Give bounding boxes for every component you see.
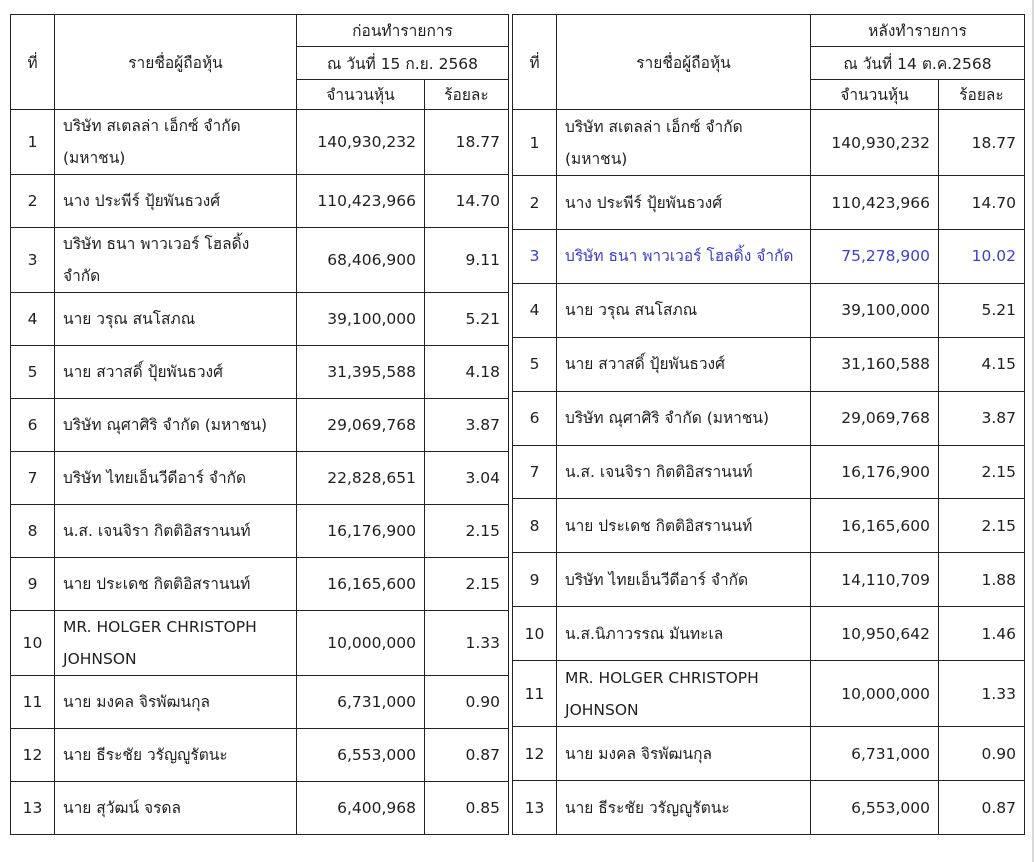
header-shares: จำนวนหุ้น	[297, 80, 425, 110]
shareholder-name: นาง ประพีร์ ปุ้ยพันธวงศ์	[557, 176, 811, 230]
row-number: 6	[11, 399, 55, 452]
share-count: 29,069,768	[297, 399, 425, 452]
share-count: 39,100,000	[811, 283, 939, 337]
row-number: 9	[513, 553, 557, 607]
row-number: 2	[513, 176, 557, 230]
share-count: 6,400,968	[297, 782, 425, 835]
table-row	[11, 611, 509, 676]
header-no: ที่	[513, 15, 557, 110]
share-percent: 0.90	[939, 727, 1025, 781]
row-number: 11	[11, 676, 55, 729]
table-row	[11, 228, 509, 293]
header-percent: ร้อยละ	[425, 80, 509, 110]
table-row	[11, 399, 509, 452]
share-percent: 2.15	[425, 505, 509, 558]
after-date: ณ วันที่ 14 ต.ค.2568	[811, 47, 1025, 80]
share-percent: 2.15	[939, 499, 1025, 553]
header-no: ที่	[11, 15, 55, 110]
shareholder-name: นาย มงคล จิรพัฒนกุล	[55, 676, 297, 729]
share-percent: 4.18	[425, 346, 509, 399]
table-row	[11, 346, 509, 399]
share-percent: 1.33	[939, 661, 1025, 727]
share-count: 10,000,000	[297, 611, 425, 676]
table-row	[513, 727, 1025, 781]
table-row	[11, 175, 509, 228]
after-rows	[513, 110, 1025, 835]
share-count: 10,950,642	[811, 607, 939, 661]
header-percent: ร้อยละ	[939, 80, 1025, 110]
shareholder-name: บริษัท ไทยเอ็นวีดีอาร์ จำกัด	[557, 553, 811, 607]
share-count: 140,930,232	[297, 110, 425, 175]
share-count: 31,395,588	[297, 346, 425, 399]
share-count: 16,165,600	[297, 558, 425, 611]
row-number: 5	[11, 346, 55, 399]
share-count: 6,731,000	[297, 676, 425, 729]
share-count: 75,278,900	[811, 229, 939, 283]
table-row	[513, 499, 1025, 553]
share-percent: 14.70	[425, 175, 509, 228]
shareholder-name: บริษัท สเตลล่า เอ็กซ์ จำกัด (มหาชน)	[55, 110, 297, 175]
share-count: 22,828,651	[297, 452, 425, 505]
after-title: หลังทำรายการ	[811, 15, 1025, 47]
share-count: 6,553,000	[811, 781, 939, 835]
shareholder-name: บริษัท ธนา พาวเวอร์ โฮลดิ้ง จำกัด	[557, 229, 811, 283]
share-count: 68,406,900	[297, 228, 425, 293]
row-number: 7	[513, 445, 557, 499]
share-count: 10,000,000	[811, 661, 939, 727]
table-row	[513, 337, 1025, 391]
table-row	[11, 558, 509, 611]
share-count: 110,423,966	[811, 176, 939, 230]
table-row	[513, 176, 1025, 230]
row-number: 9	[11, 558, 55, 611]
row-number: 4	[513, 283, 557, 337]
share-count: 16,176,900	[297, 505, 425, 558]
row-number: 10	[11, 611, 55, 676]
share-percent: 9.11	[425, 228, 509, 293]
table-row	[11, 676, 509, 729]
before-rows	[11, 110, 509, 835]
shareholder-name: นาย ประเดช กิตติอิสรานนท์	[55, 558, 297, 611]
row-number: 1	[513, 110, 557, 176]
share-percent: 2.15	[939, 445, 1025, 499]
row-number: 3	[513, 229, 557, 283]
share-percent: 3.04	[425, 452, 509, 505]
shareholder-name: นาย วรุณ สนโสภณ	[557, 283, 811, 337]
shareholder-name: นาย สวาสดิ์ ปุ้ยพันธวงศ์	[557, 337, 811, 391]
row-number: 3	[11, 228, 55, 293]
share-percent: 4.15	[939, 337, 1025, 391]
share-percent: 5.21	[939, 283, 1025, 337]
share-percent: 14.70	[939, 176, 1025, 230]
shareholder-name: นาง ประพีร์ ปุ้ยพันธวงศ์	[55, 175, 297, 228]
shareholder-name: MR. HOLGER CHRISTOPH JOHNSON	[557, 661, 811, 727]
row-number: 7	[11, 452, 55, 505]
share-percent: 18.77	[425, 110, 509, 175]
table-row	[513, 781, 1025, 835]
share-count: 16,176,900	[811, 445, 939, 499]
table-row	[513, 607, 1025, 661]
share-count: 16,165,600	[811, 499, 939, 553]
share-percent: 1.88	[939, 553, 1025, 607]
share-percent: 5.21	[425, 293, 509, 346]
share-percent: 0.90	[425, 676, 509, 729]
row-number: 13	[513, 781, 557, 835]
share-count: 110,423,966	[297, 175, 425, 228]
share-count: 14,110,709	[811, 553, 939, 607]
share-percent: 10.02	[939, 229, 1025, 283]
shareholder-name: นาย ประเดช กิตติอิสรานนท์	[557, 499, 811, 553]
share-count: 31,160,588	[811, 337, 939, 391]
row-number: 2	[11, 175, 55, 228]
shareholder-name: น.ส.นิภาวรรณ มันทะเล	[557, 607, 811, 661]
before-date: ณ วันที่ 15 ก.ย. 2568	[297, 47, 509, 80]
row-number: 8	[513, 499, 557, 553]
table-row	[513, 283, 1025, 337]
share-percent: 0.87	[939, 781, 1025, 835]
shareholder-name: บริษัท ธนา พาวเวอร์ โฮลดิ้ง จำกัด	[55, 228, 297, 293]
shareholder-name: นาย สวาสดิ์ ปุ้ยพันธวงศ์	[55, 346, 297, 399]
table-row	[513, 553, 1025, 607]
shareholder-name: นาย ธีระชัย วรัญญูรัตนะ	[557, 781, 811, 835]
table-row	[513, 110, 1025, 176]
shareholder-name: นาย วรุณ สนโสภณ	[55, 293, 297, 346]
row-number: 12	[11, 729, 55, 782]
shareholder-name: MR. HOLGER CHRISTOPH JOHNSON	[55, 611, 297, 676]
share-count: 6,731,000	[811, 727, 939, 781]
table-row	[11, 729, 509, 782]
share-percent: 2.15	[425, 558, 509, 611]
row-number: 8	[11, 505, 55, 558]
share-percent: 0.87	[425, 729, 509, 782]
shareholder-name: บริษัท ไทยเอ็นวีดีอาร์ จำกัด	[55, 452, 297, 505]
row-number: 10	[513, 607, 557, 661]
share-count: 39,100,000	[297, 293, 425, 346]
table-row	[513, 229, 1025, 283]
shareholder-name: นาย มงคล จิรพัฒนกุล	[557, 727, 811, 781]
shareholder-name: บริษัท ณุศาศิริ จำกัด (มหาชน)	[55, 399, 297, 452]
row-number: 4	[11, 293, 55, 346]
share-percent: 1.46	[939, 607, 1025, 661]
table-row	[11, 293, 509, 346]
row-number: 6	[513, 391, 557, 445]
header-name: รายชื่อผู้ถือหุ้น	[55, 15, 297, 110]
header-shares: จำนวนหุ้น	[811, 80, 939, 110]
table-row	[11, 452, 509, 505]
shareholder-name: บริษัท สเตลล่า เอ็กซ์ จำกัด (มหาชน)	[557, 110, 811, 176]
shareholder-name: น.ส. เจนจิรา กิตติอิสรานนท์	[55, 505, 297, 558]
share-count: 29,069,768	[811, 391, 939, 445]
shareholder-name: บริษัท ณุศาศิริ จำกัด (มหาชน)	[557, 391, 811, 445]
shareholder-name: น.ส. เจนจิรา กิตติอิสรานนท์	[557, 445, 811, 499]
row-number: 12	[513, 727, 557, 781]
table-row	[513, 445, 1025, 499]
after-table	[512, 14, 1025, 835]
row-number: 13	[11, 782, 55, 835]
row-number: 1	[11, 110, 55, 175]
table-row	[513, 661, 1025, 727]
share-percent: 0.85	[425, 782, 509, 835]
shareholder-name: นาย สุวัฒน์ จรดล	[55, 782, 297, 835]
shareholder-comparison	[10, 14, 1025, 835]
share-percent: 3.87	[939, 391, 1025, 445]
before-title: ก่อนทำรายการ	[297, 15, 509, 47]
shareholder-name: นาย ธีระชัย วรัญญูรัตนะ	[55, 729, 297, 782]
table-row	[11, 505, 509, 558]
table-row	[11, 110, 509, 175]
before-table	[10, 14, 509, 835]
share-percent: 3.87	[425, 399, 509, 452]
table-row	[11, 782, 509, 835]
share-percent: 1.33	[425, 611, 509, 676]
share-percent: 18.77	[939, 110, 1025, 176]
table-row	[513, 391, 1025, 445]
row-number: 11	[513, 661, 557, 727]
header-name: รายชื่อผู้ถือหุ้น	[557, 15, 811, 110]
share-count: 6,553,000	[297, 729, 425, 782]
row-number: 5	[513, 337, 557, 391]
share-count: 140,930,232	[811, 110, 939, 176]
